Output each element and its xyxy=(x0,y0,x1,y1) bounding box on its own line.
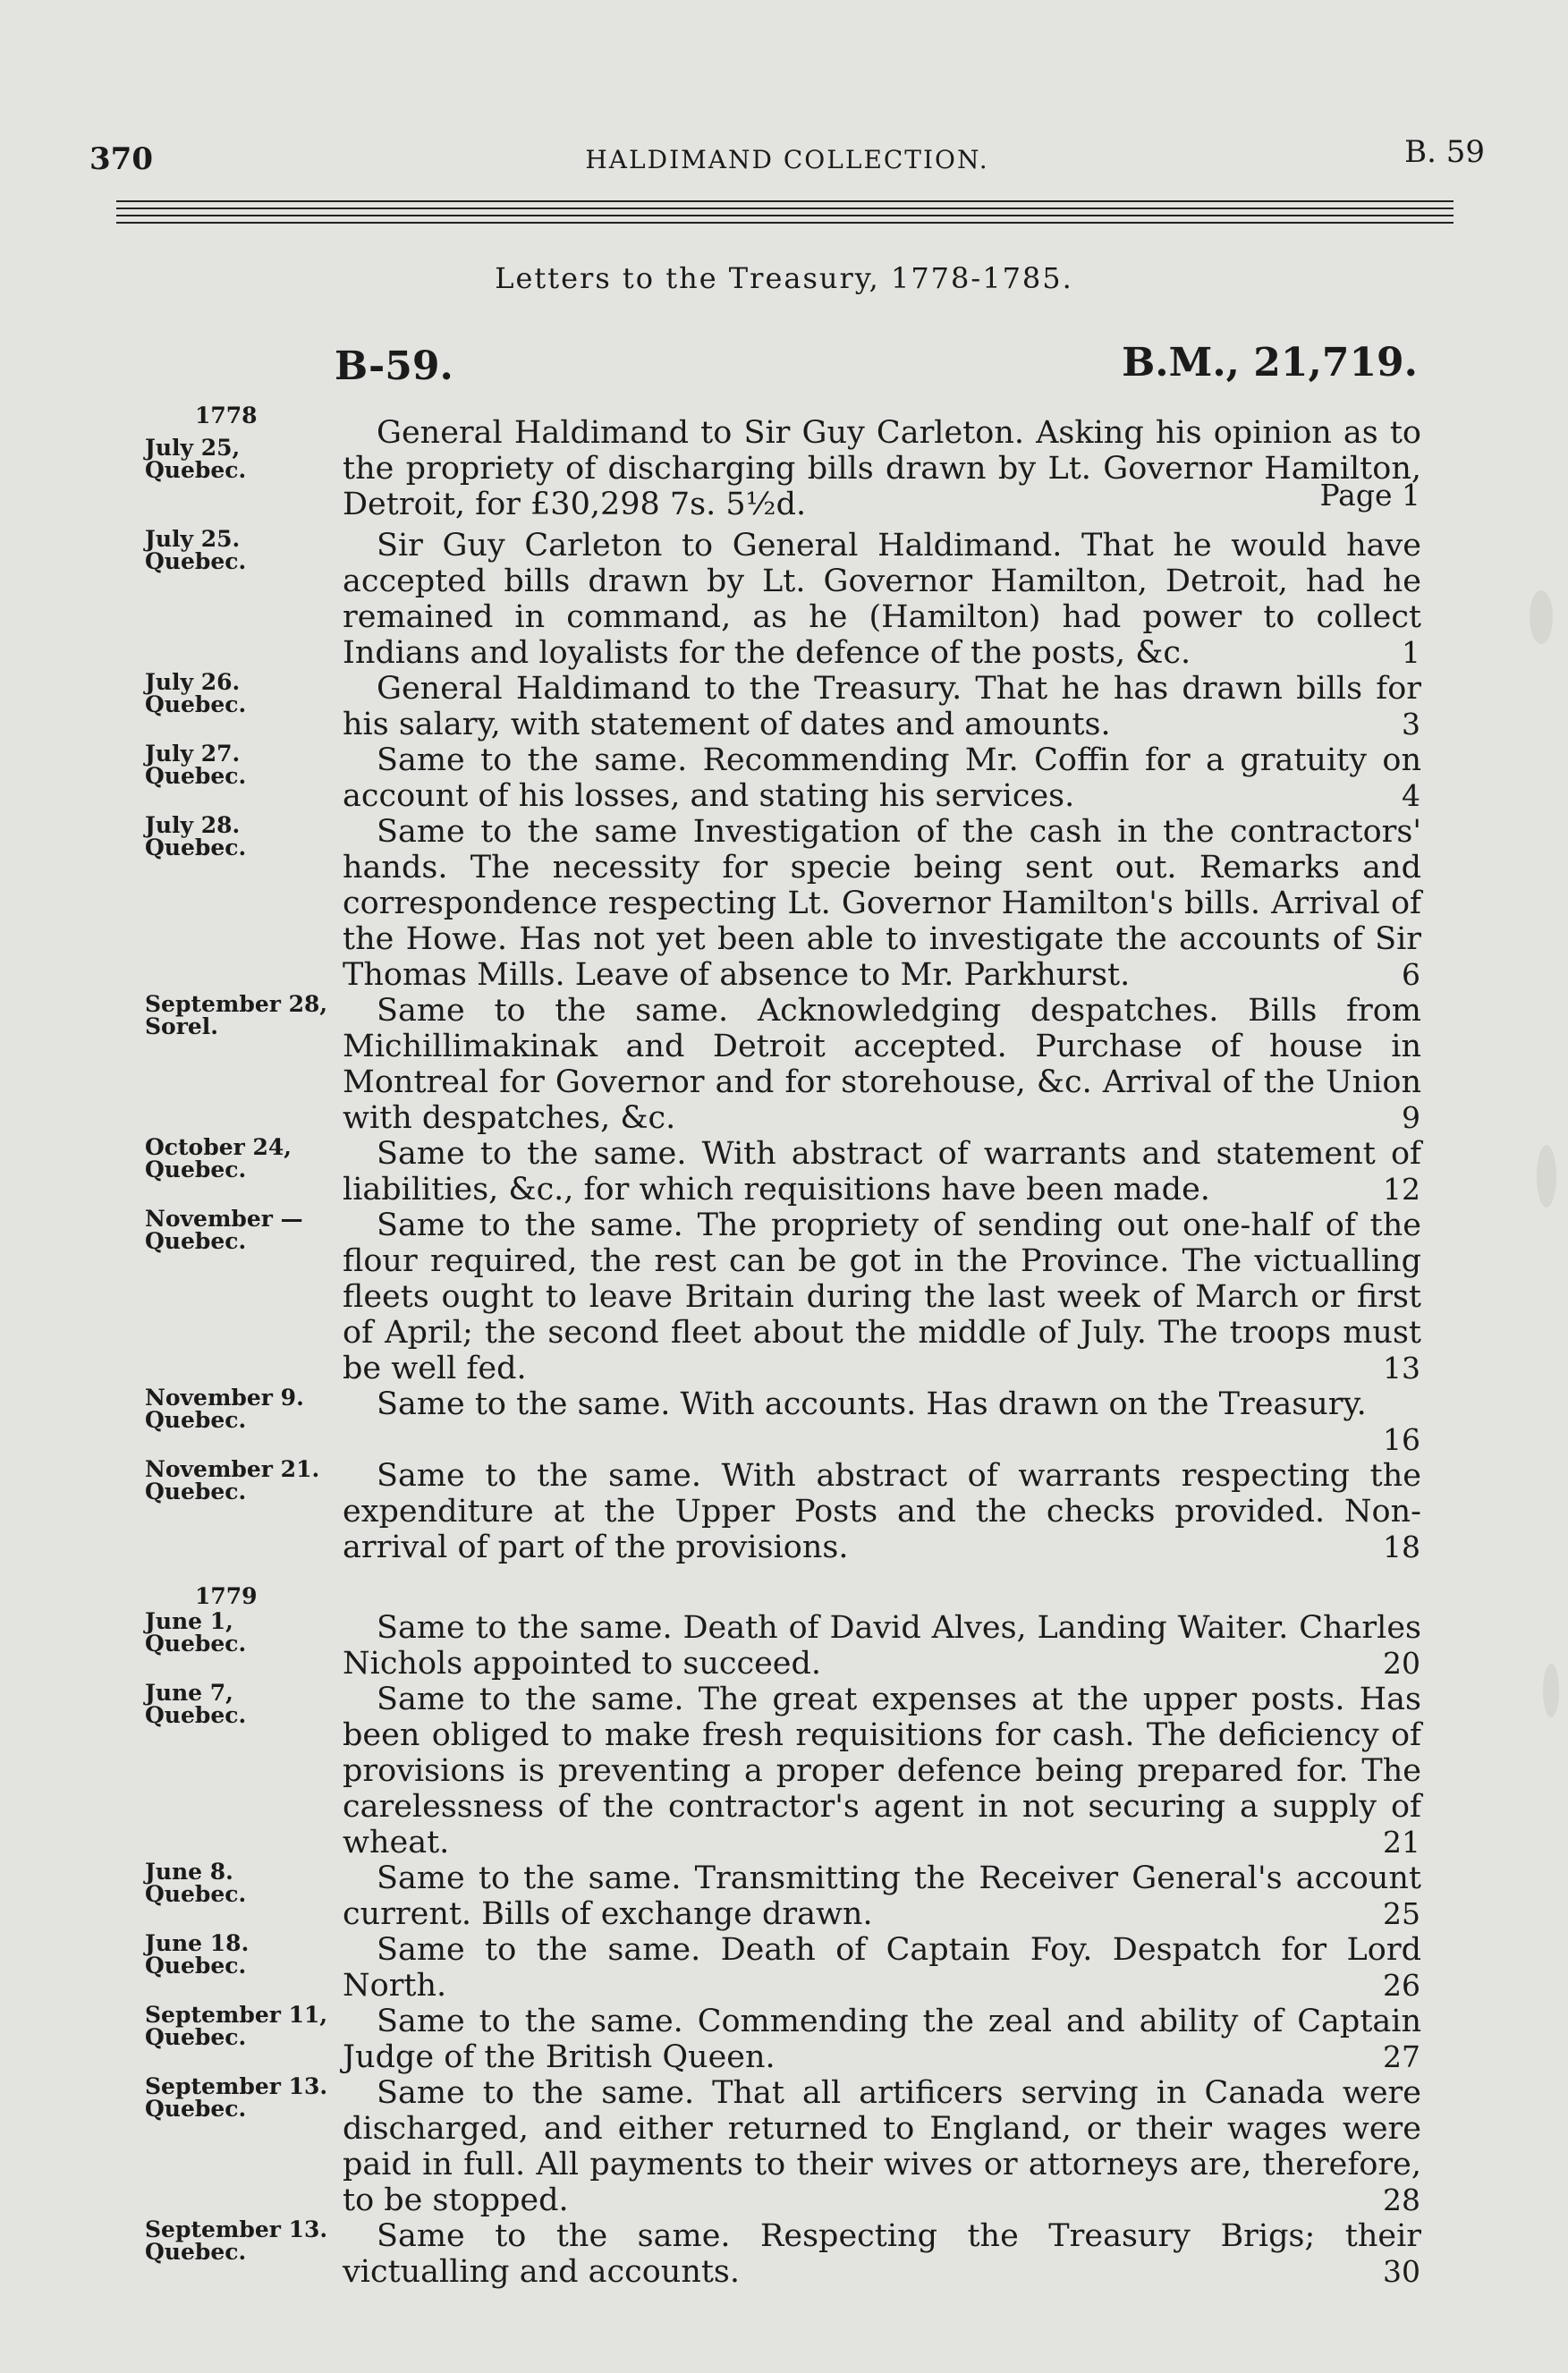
entry-date-line: November 21. xyxy=(145,1456,320,1482)
entry-date-line: September 28, xyxy=(145,991,328,1017)
page-number: 370 xyxy=(89,141,153,177)
entry-page-number: 20 xyxy=(1383,1646,1420,1681)
british-museum-reference: B.M., 21,719. xyxy=(1122,340,1418,386)
entry-date xyxy=(145,2004,337,2048)
entry-place: Quebec. xyxy=(145,1407,247,1433)
entry-date xyxy=(145,742,337,787)
entry-page-number: 3 xyxy=(1402,707,1420,742)
entry-page-number: 18 xyxy=(1383,1530,1420,1564)
running-head xyxy=(89,134,1485,188)
entry-page-number: 12 xyxy=(1383,1172,1420,1207)
entry-summary: Same to the same. Respecting the Treasury Brigs; their victualling and accounts. xyxy=(343,2218,1421,2290)
year-heading: 1779 xyxy=(195,1583,258,1609)
entry-place: Quebec. xyxy=(145,763,247,789)
entry-date xyxy=(145,1458,337,1503)
entry-text xyxy=(343,2004,1421,2075)
entry-text xyxy=(343,1610,1421,1682)
entry-date-line: September 11, xyxy=(145,2002,328,2028)
entry-place: Quebec. xyxy=(145,835,247,860)
entry-date-line: June 18. xyxy=(145,1930,250,1956)
entry-place: Quebec. xyxy=(145,1228,247,1254)
entry-date-line: June 7, xyxy=(145,1680,233,1706)
entry-text xyxy=(343,993,1421,1136)
entry-place: Quebec. xyxy=(145,1157,247,1182)
entry-page-number: 13 xyxy=(1383,1351,1420,1386)
entry-page-number: 6 xyxy=(1402,957,1420,992)
entry-date xyxy=(145,993,337,1038)
entry-date xyxy=(145,1682,337,1726)
entry-date xyxy=(145,2218,337,2263)
entry-place: Quebec. xyxy=(145,457,247,483)
entry-date xyxy=(145,1932,337,1977)
entry-date-line: October 24, xyxy=(145,1134,292,1160)
entry-text xyxy=(343,1682,1421,1860)
entry-summary: Same to the same. The propriety of sending out one-half of the flour required, the rest can be got in the Province. The victualling fleets ought to leave Britain during the last week of March or first of April; the second fleet about the middle of July. The troops must be well fed. xyxy=(343,1208,1421,1386)
collection-title: HALDIMAND COLLECTION. xyxy=(585,145,989,174)
entry-page-number: 27 xyxy=(1383,2039,1420,2074)
entry-summary: Same to the same. Transmitting the Receiver General's account current. Bills of exchange drawn. xyxy=(343,1860,1421,1932)
entry-text xyxy=(343,742,1421,814)
page-stain xyxy=(1530,590,1553,644)
entry-text xyxy=(343,1458,1421,1565)
entry-date xyxy=(145,1208,337,1252)
entry-date-line: July 26. xyxy=(145,669,241,695)
entry-text xyxy=(343,2075,1421,2218)
entry-date-line: July 25, xyxy=(145,435,241,461)
entry-place: Quebec. xyxy=(145,1953,247,1979)
entry-date xyxy=(145,528,337,572)
entry-summary: Same to the same. With abstract of warrants respecting the expenditure at the Upper Posts and the checks provided. Non-arrival of part of the provisions. xyxy=(343,1458,1421,1565)
entry-summary: Same to the same. Recommending Mr. Coffin for a gratuity on account of his losses, and stating his services. xyxy=(343,742,1421,814)
entry-summary: Same to the same. That all artificers serving in Canada were discharged, and either returned to England, or their wages were paid in full. All payments to their wives or attorneys are, therefore, to be stopped. xyxy=(343,2075,1421,2218)
entry-summary: Same to the same. Acknowledging despatches. Bills from Michillimakinak and Detroit accepted. Purchase of house in Montreal for Governor and for storehouse, &c. Arrival of the Union with despatches, &c. xyxy=(343,993,1421,1136)
entry-date-line: November 9. xyxy=(145,1385,304,1411)
header-rule xyxy=(116,222,1454,224)
entry-text xyxy=(343,1208,1421,1386)
entry-text xyxy=(343,814,1421,993)
entry-date-line: June 1, xyxy=(145,1608,233,1634)
entry-page-number: 25 xyxy=(1383,1896,1420,1931)
entry-date-line: November — xyxy=(145,1206,303,1232)
entry-date xyxy=(145,436,337,481)
entry-text xyxy=(343,528,1421,671)
entry-text xyxy=(343,671,1421,742)
entry-place: Quebec. xyxy=(145,2096,247,2122)
entry-summary: Sir Guy Carleton to General Haldimand. That he would have accepted bills drawn by Lt. Governor Hamilton, Detroit, had he remained in command, as he (Hamilton) had power to collect Indians and loyalists for the defence of the posts, &c. xyxy=(343,528,1421,671)
header-rule xyxy=(116,208,1454,209)
entry-page-number: 30 xyxy=(1383,2254,1420,2289)
section-title: Letters to the Treasury, 1778-1785. xyxy=(495,261,1073,295)
entry-summary: General Haldimand to the Treasury. That he has drawn bills for his salary, with statement of dates and amounts. xyxy=(343,671,1421,742)
entry-summary: General Haldimand to Sir Guy Carleton. Asking his opinion as to the propriety of discharging bills drawn by Lt. Governor Hamilton, Detroit, for £30,298 7s. 5½d. xyxy=(343,415,1421,522)
entry-page-number: 1 xyxy=(1402,635,1420,670)
entry-place: Quebec. xyxy=(145,691,247,717)
volume-number: B-59. xyxy=(335,343,453,389)
entry-place: Sorel. xyxy=(145,1013,219,1039)
year-heading: 1778 xyxy=(195,403,258,428)
entry-summary: Same to the same Investigation of the cash in the contractors' hands. The necessity for specie being sent out. Remarks and correspondence respecting Lt. Governor Hamilton's bills. Arrival of the Howe. Has not yet been able to investigate the accounts of Sir Thomas Mills. Leave of absence to Mr. Parkhurst. xyxy=(343,814,1421,993)
entry-date-line: September 13. xyxy=(145,2216,328,2242)
entry-date-line: September 13. xyxy=(145,2073,328,2099)
entry-date-line: June 8. xyxy=(145,1859,233,1885)
entry-page-number: 16 xyxy=(1383,1422,1420,1457)
entry-place: Quebec. xyxy=(145,1702,247,1728)
entry-summary: Same to the same. With accounts. Has drawn on the Treasury. xyxy=(377,1386,1367,1422)
entry-text xyxy=(343,1932,1421,2004)
entry-summary: Same to the same. The great expenses at the upper posts. Has been obliged to make fresh requisitions for cash. The deficiency of provisions is preventing a proper defence being prepared for. The carelessness of the contractor's agent in not securing a supply of wheat. xyxy=(343,1682,1421,1860)
entry-page-number: 26 xyxy=(1383,1968,1420,2003)
entry-text xyxy=(343,1136,1421,1208)
entry-date xyxy=(145,1610,337,1655)
entry-date-line: July 28. xyxy=(145,812,241,838)
entry-page-number: 4 xyxy=(1402,778,1420,813)
entry-date-line: July 27. xyxy=(145,741,241,767)
entry-place: Quebec. xyxy=(145,1479,247,1504)
entry-date xyxy=(145,1386,337,1431)
entry-date-line: July 25. xyxy=(145,526,241,552)
page-stain xyxy=(1543,1664,1559,1717)
page-stain xyxy=(1537,1145,1556,1208)
entry-place: Quebec. xyxy=(145,1631,247,1657)
entry-place: Quebec. xyxy=(145,2024,247,2050)
entry-summary: Same to the same. Death of Captain Foy. Despatch for Lord North. xyxy=(343,1932,1421,2004)
entry-page-number: 28 xyxy=(1383,2182,1420,2217)
entry-text xyxy=(343,1860,1421,1932)
entry-page-number: 9 xyxy=(1402,1100,1420,1135)
entry-summary: Same to the same. Death of David Alves, Landing Waiter. Charles Nichols appointed to succeed. xyxy=(343,1610,1421,1682)
header-rule xyxy=(116,215,1454,216)
entry-place: Quebec. xyxy=(145,1881,247,1907)
header-rule xyxy=(116,200,1454,202)
entry-date xyxy=(145,814,337,859)
entry-date xyxy=(145,2075,337,2120)
entry-date xyxy=(145,1136,337,1181)
entry-text xyxy=(343,2218,1421,2290)
volume-reference: B. 59 xyxy=(1404,134,1485,170)
entry-place: Quebec. xyxy=(145,2239,247,2265)
entry-page-number: 21 xyxy=(1383,1825,1420,1860)
entry-summary: Same to the same. Commending the zeal and ability of Captain Judge of the British Queen. xyxy=(343,2004,1421,2075)
entry-page-number: Page 1 xyxy=(1319,478,1420,513)
entry-text xyxy=(343,1386,1421,1422)
entry-date xyxy=(145,1860,337,1905)
entry-summary: Same to the same. With abstract of warrants and statement of liabilities, &c., for which requisitions have been made. xyxy=(343,1136,1421,1208)
entry-place: Quebec. xyxy=(145,548,247,574)
entry-text xyxy=(343,415,1421,522)
entry-date xyxy=(145,671,337,716)
